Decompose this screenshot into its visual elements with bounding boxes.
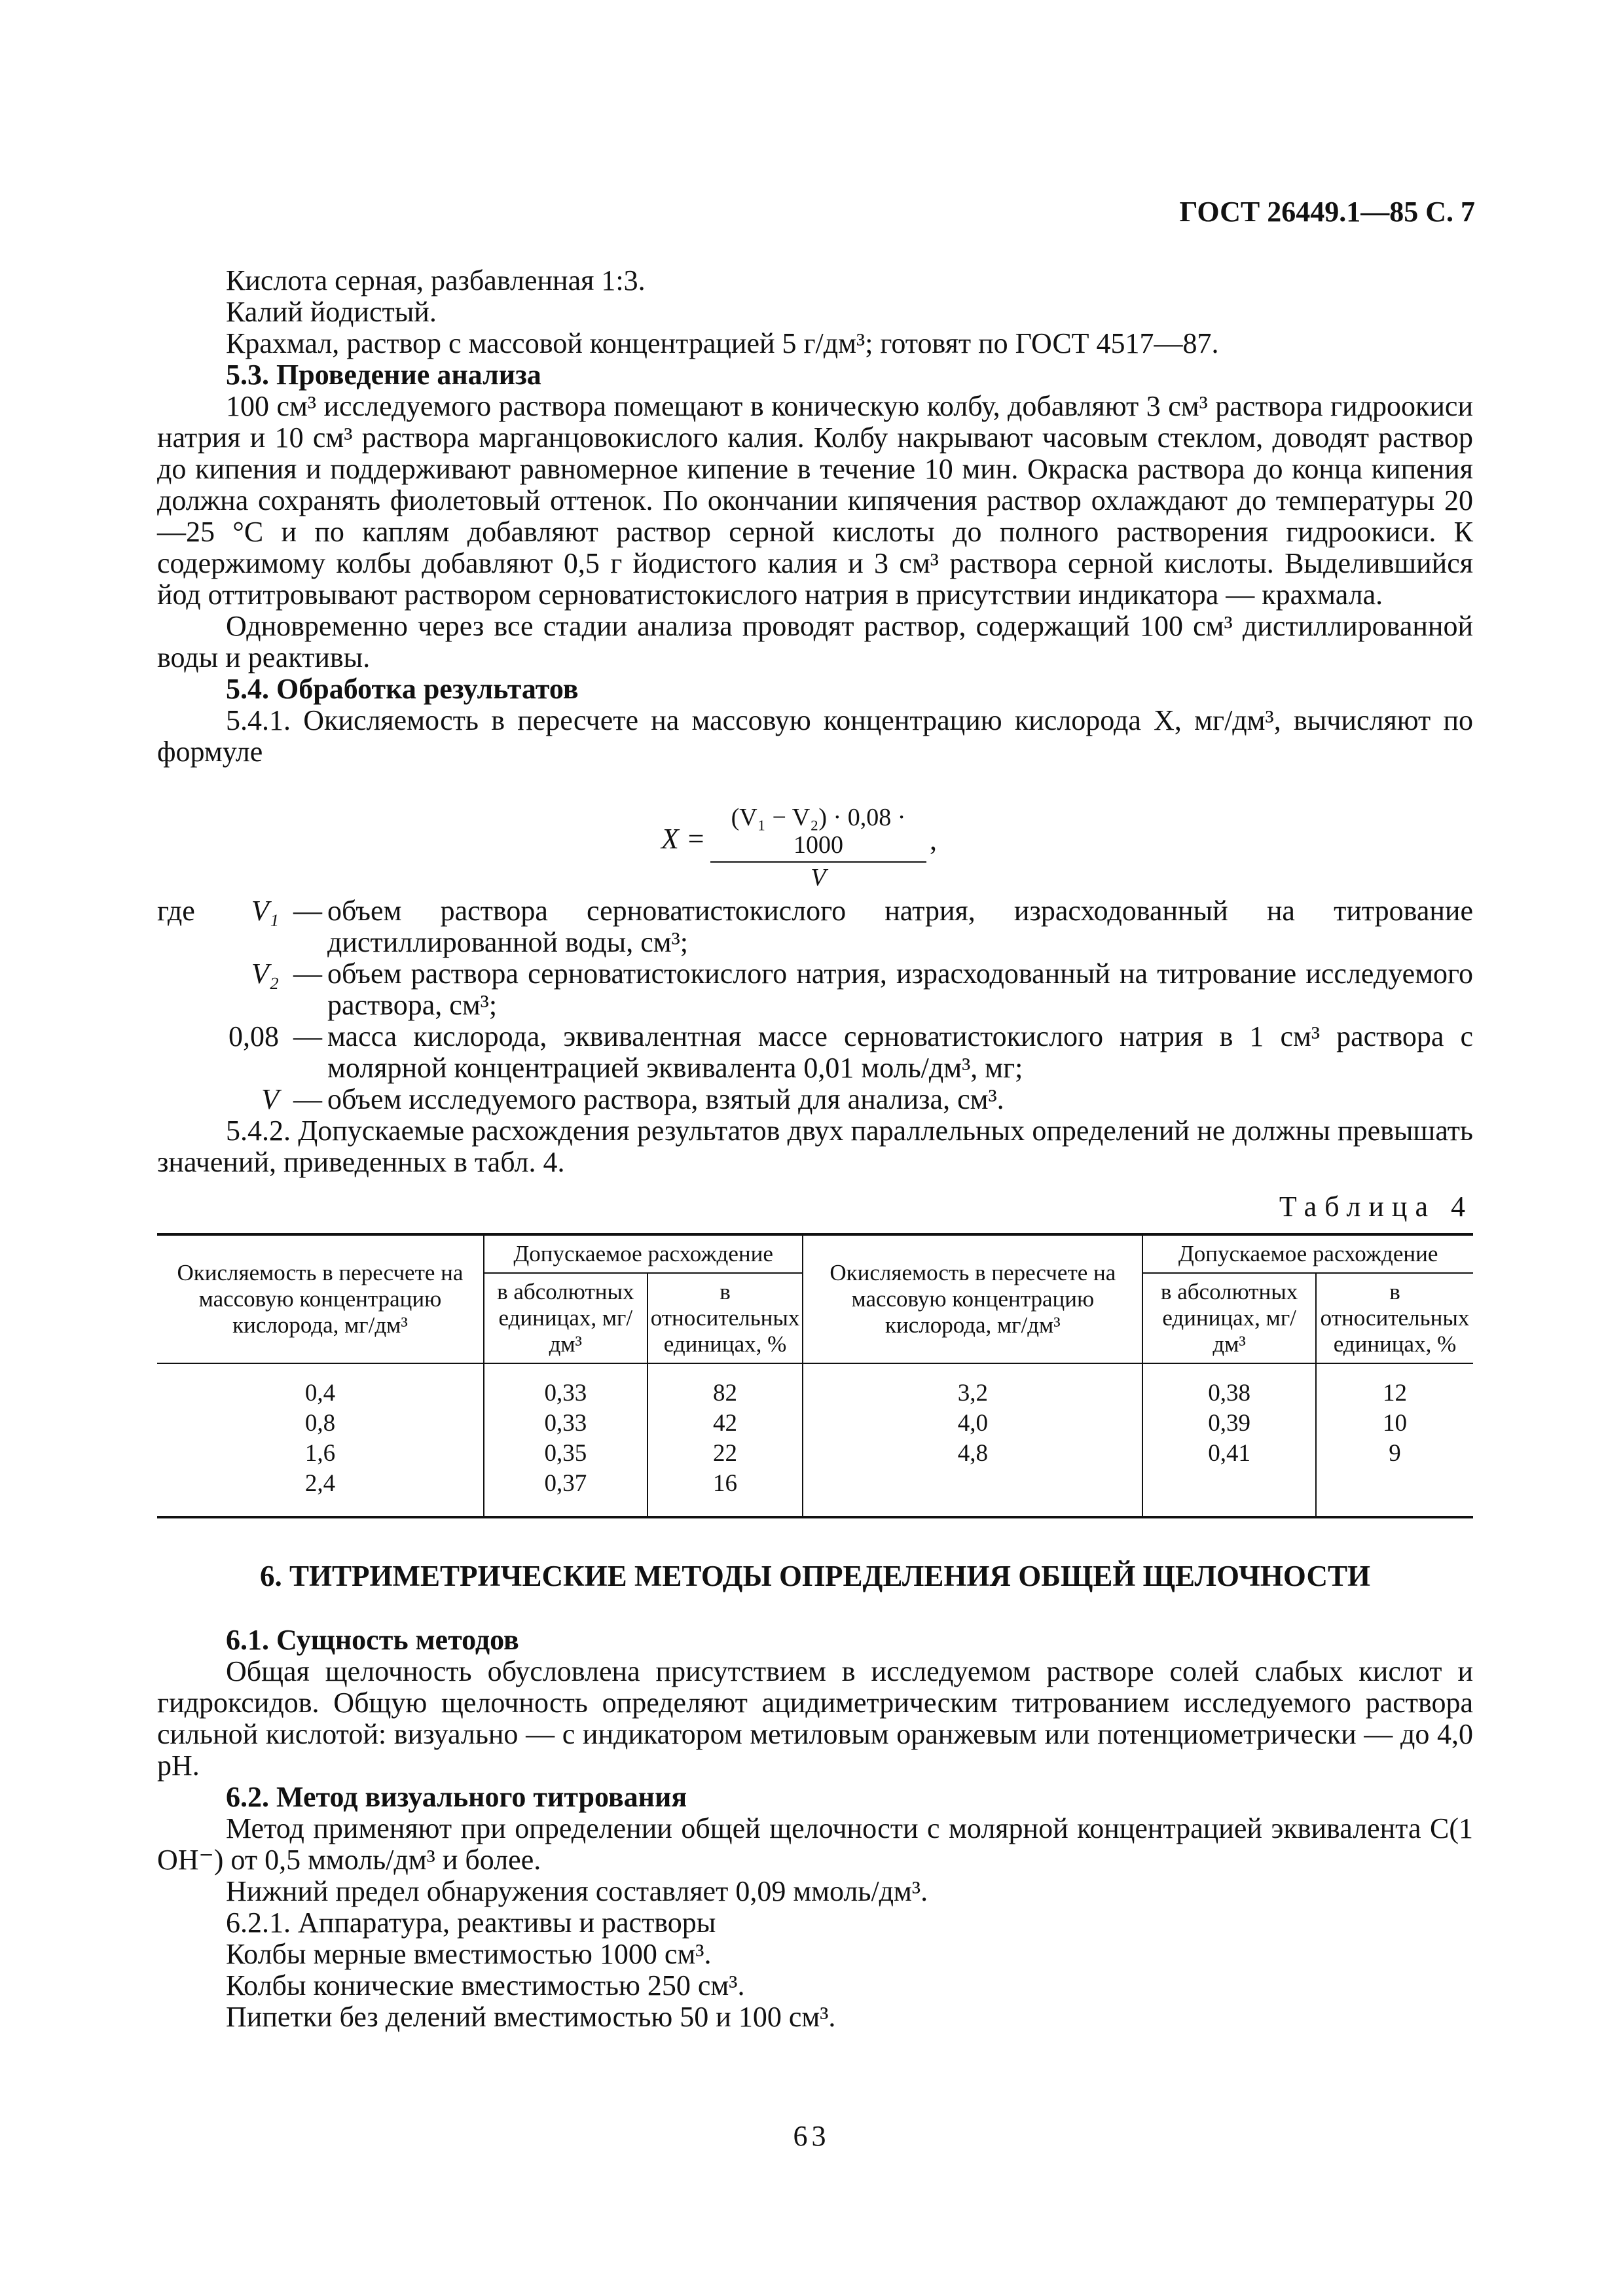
section-6-2-paragraph: Метод применяют при определении общей щелочности с молярной концентрацией эквивалента C(1 OH⁻) от 0,5 ммоль/дм³ и более.	[157, 1812, 1473, 1876]
page-number: 63	[793, 2120, 830, 2152]
table-cell: 82 42 22 16	[647, 1363, 803, 1517]
column-header-group: Допускаемое расхождение	[484, 1234, 803, 1273]
table-cell: 0,33 0,33 0,35 0,37	[484, 1363, 647, 1517]
formula-lhs: X =	[661, 823, 706, 855]
section-5-4-1-paragraph: 5.4.1. Окисляемость в пересчете на массовую концентрацию кислорода X, мг/дм³, вычисляют по формуле	[157, 704, 1473, 768]
column-header-absolute: в абсолютных единицах, мг/дм³	[484, 1273, 647, 1363]
equipment-item: Колбы мерные вместимостью 1000 см³.	[226, 1938, 712, 1970]
column-header-relative: в относительных единицах, %	[647, 1273, 803, 1363]
definition-row	[157, 895, 1473, 958]
formula-fraction	[710, 804, 926, 893]
column-header-relative: в относительных единицах, %	[1316, 1273, 1473, 1363]
reagent-line: Калий йодистый.	[226, 296, 437, 328]
section-5-4-title: 5.4. Обработка результатов	[226, 673, 579, 705]
equipment-item: Пипетки без делений вместимостью 50 и 100 см³.	[226, 2001, 836, 2033]
detection-limit-line: Нижний предел обнаружения составляет 0,09 ммоль/дм³.	[226, 1875, 928, 1907]
section-6-2-1-line: 6.2.1. Аппаратура, реактивы и растворы	[226, 1907, 716, 1939]
equipment-item: Колбы конические вместимостью 250 см³.	[226, 1969, 745, 2001]
section-6-2-title: 6.2. Метод визуального титрования	[226, 1781, 687, 1813]
definition-text: объем раствора серноватистокислого натрия, израсходованный на титрование исследуемого раствора, см³;	[327, 958, 1473, 1021]
definition-symbol: V₁	[251, 895, 279, 927]
formula-denominator: V	[811, 864, 826, 891]
definition-row	[157, 958, 1473, 1021]
page-content	[157, 265, 1473, 2033]
formula-comma: ,	[930, 824, 937, 856]
column-header-oxidizability: Окисляемость в пересчете на массовую концентрацию кислорода, мг/дм³	[803, 1234, 1142, 1363]
definition-dash: —	[293, 895, 322, 927]
oxidizability-formula	[157, 804, 1473, 891]
section-5-4-2-paragraph: 5.4.2. Допускаемые расхождения результатов двух параллельных определений не должны превышать значений, приведенных в табл. 4.	[157, 1115, 1473, 1178]
definition-symbol: V	[261, 1083, 279, 1115]
variable-definitions	[157, 895, 1473, 1115]
page-header: ГОСТ 26449.1—85 С. 7	[1179, 196, 1475, 228]
section-6-title: 6. ТИТРИМЕТРИЧЕСКИЕ МЕТОДЫ ОПРЕДЕЛЕНИЯ ОБЩЕЙ ЩЕЛОЧНОСТИ	[260, 1560, 1370, 1592]
table-cell: 0,38 0,39 0,41	[1142, 1363, 1316, 1517]
definition-row	[157, 1021, 1473, 1084]
column-header-group: Допускаемое расхождение	[1142, 1234, 1473, 1273]
table-cell: 0,4 0,8 1,6 2,4	[304, 1380, 336, 1497]
table-cell: 12 10 9	[1316, 1363, 1473, 1517]
definition-row	[157, 1084, 1473, 1115]
reagent-line: Крахмал, раствор с массовой концентрацией 5 г/дм³; готовят по ГОСТ 4517—87.	[226, 327, 1219, 359]
section-5-3-paragraph: 100 см³ исследуемого раствора помещают в коническую колбу, добавляют 3 см³ раствора гидроокиси натрия и 10 см³ раствора марганцовокислого калия. Колбу накрывают часовым стеклом, доводят раствор до кипения и поддерживают равномерное кипение в течение 10 мин. Окраска раствора до конца кипения должна сохранять фиолетовый оттенок. По окончании кипячения раствор охлаждают до температуры 20—25 °С и по каплям добавляют раствор серной кислоты до полного растворения гидроокиси. К содержимому колбы добавляют 0,5 г йодистого калия и 3 см³ раствора серной кислоты. Выделившийся йод оттитровывают раствором серноватистокислого натрия в присутствии индикатора — крахмала.	[157, 390, 1473, 611]
formula-numerator: (V₁ − V₂) · 0,08 · 1000	[710, 804, 926, 863]
definition-text: масса кислорода, эквивалентная массе серноватистокислого натрия в 1 см³ раствора с молярной концентрацией эквивалента 0,01 моль/дм³, мг;	[327, 1020, 1473, 1084]
definition-symbol: 0,08	[228, 1020, 279, 1052]
column-header-absolute: в абсолютных единицах, мг/дм³	[1142, 1273, 1316, 1363]
section-6-1-paragraph: Общая щелочность обусловлена присутствием в исследуемом растворе солей слабых кислот и гидроксидов. Общую щелочность определяют ацидиметрическим титрованием исследуемого раствора сильной кислотой: визуально — с индикатором метиловым оранжевым или потенциометрически — до 4,0 рН.	[157, 1655, 1473, 1782]
definition-dash: —	[293, 958, 322, 990]
section-5-3-title: 5.3. Проведение анализа	[226, 359, 541, 391]
column-header-oxidizability: Окисляемость в пересчете на массовую концентрацию кислорода, мг/дм³	[177, 1260, 464, 1338]
definition-text: объем исследуемого раствора, взятый для анализа, см³.	[327, 1083, 1004, 1115]
table-caption: Таблица 4	[1279, 1191, 1473, 1223]
definition-dash: —	[293, 1083, 322, 1115]
table-cell: 3,2 4,0 4,8	[803, 1363, 1142, 1517]
section-5-3-paragraph-2: Одновременно через все стадии анализа проводят раствор, содержащий 100 см³ дистиллированной воды и реактивы.	[157, 610, 1473, 673]
reagent-line: Кислота серная, разбавленная 1:3.	[226, 264, 646, 296]
table-row	[157, 1363, 1473, 1517]
definition-text: объем раствора серноватистокислого натрия, израсходованный на титрование дистиллированной воды, см³;	[327, 895, 1473, 958]
where-label: где	[157, 895, 195, 927]
section-6-1-title: 6.1. Сущность методов	[226, 1624, 519, 1656]
definition-dash: —	[293, 1020, 322, 1052]
definition-symbol: V₂	[251, 958, 279, 990]
tolerance-table	[157, 1233, 1473, 1518]
